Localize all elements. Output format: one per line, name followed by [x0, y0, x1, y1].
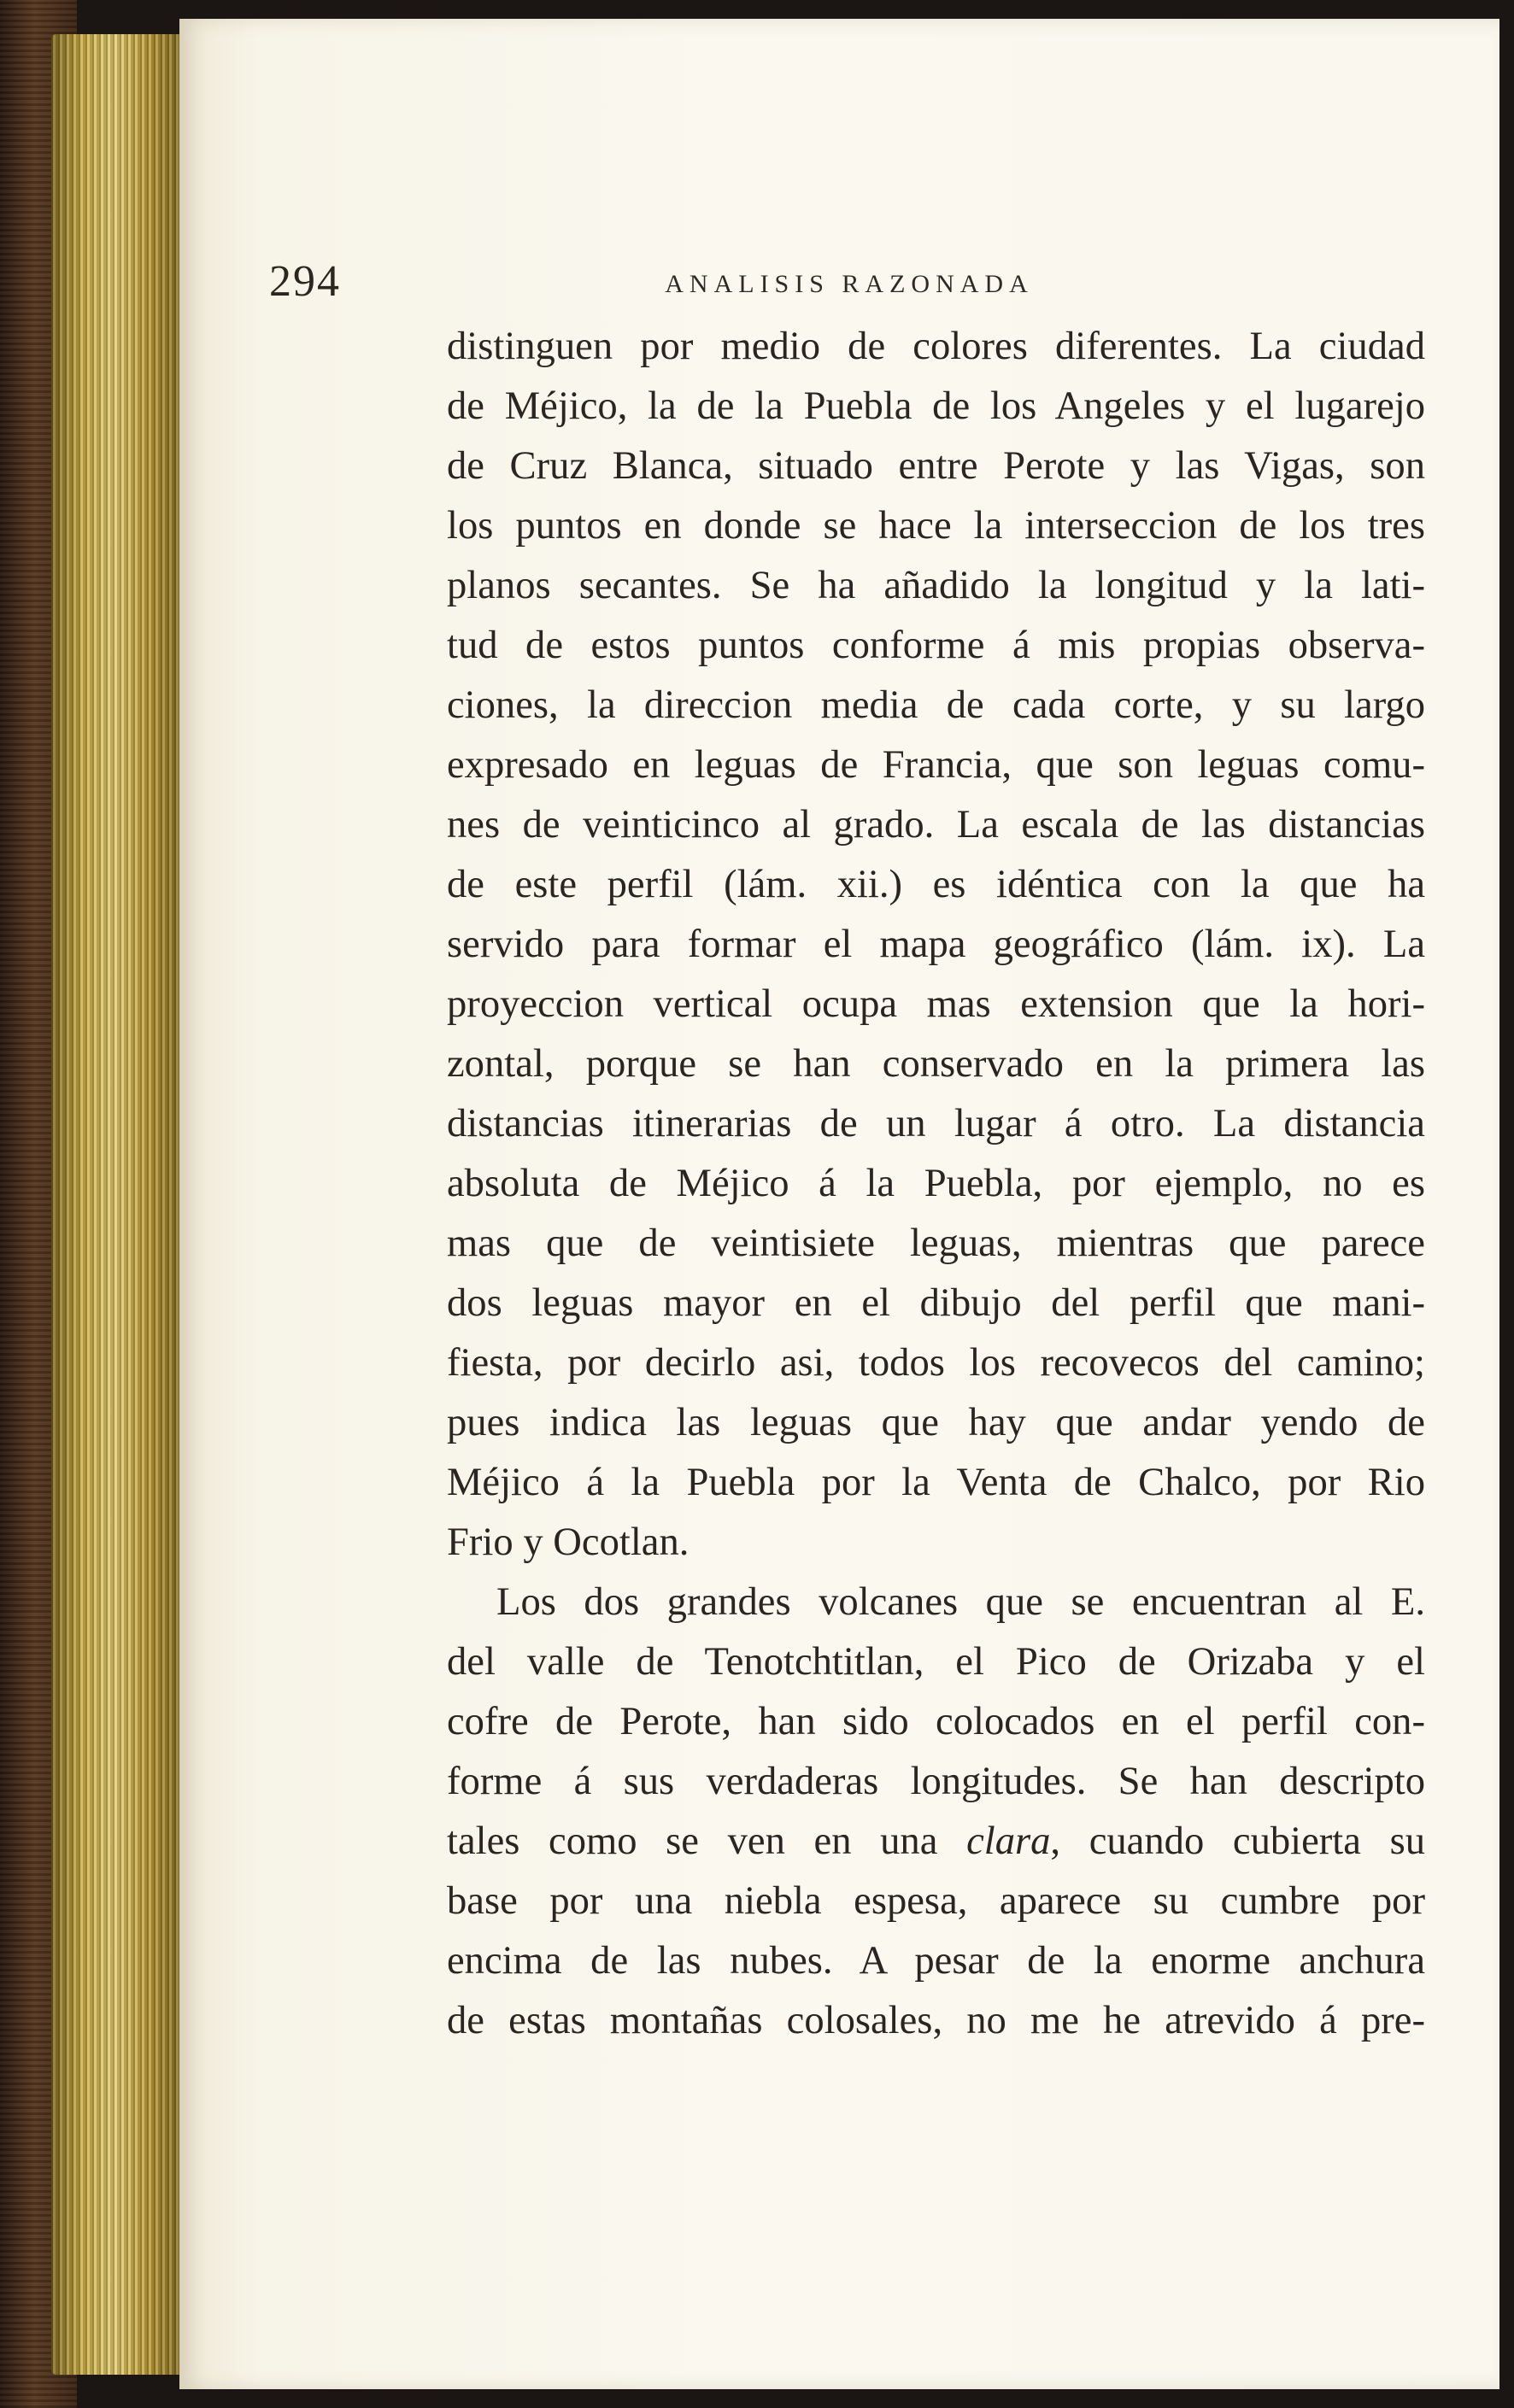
text-line: forme á sus verdaderas longitudes. Se han descripto	[447, 1759, 1425, 1803]
text-segment: , cuando cubierta su	[1050, 1819, 1425, 1863]
page-number: 294	[269, 257, 341, 306]
text-line: dos leguas mayor en el dibujo del perfil que mani-	[447, 1280, 1425, 1325]
text-line: absoluta de Méjico á la Puebla, por ejemplo, no es	[447, 1161, 1425, 1205]
text-line: fiesta, por decirlo asi, todos los recovecos del camino;	[447, 1340, 1425, 1385]
text-line: distancias itinerarias de un lugar á otro. La distancia	[447, 1101, 1425, 1145]
body-text	[447, 316, 1425, 2050]
text-line: de este perfil (lám. xii.) es idéntica con la que ha	[447, 862, 1425, 906]
gilt-page-edges	[51, 34, 179, 2375]
text-line: mas que de veintisiete leguas, mientras que parece	[447, 1221, 1425, 1265]
text-line: de estas montañas colosales, no me he atrevido á pre-	[447, 1998, 1425, 2042]
text-line: del valle de Tenotchtitlan, el Pico de Orizaba y el	[447, 1639, 1425, 1684]
text-line: planos secantes. Se ha añadido la longitud y la lati-	[447, 563, 1425, 607]
text-line: encima de las nubes. A pesar de la enorme anchura	[447, 1938, 1425, 1983]
text-line: distinguen por medio de colores diferentes. La ciudad	[447, 324, 1425, 368]
italic-word: clara	[966, 1819, 1051, 1863]
text-segment: tales como se ven en una	[447, 1819, 938, 1863]
text-line: pues indica las leguas que hay que andar yendo de	[447, 1400, 1425, 1444]
text-line: base por una niebla espesa, aparece su cumbre por	[447, 1878, 1425, 1923]
page-header	[269, 256, 1429, 316]
text-line-paragraph-start: Los dos grandes volcanes que se encuentran al E.	[496, 1579, 1425, 1624]
text-line: cofre de Perote, han sido colocados en el perfil con-	[447, 1699, 1425, 1743]
text-line-paragraph-end: Frio y Ocotlan.	[447, 1520, 690, 1564]
text-line: proyeccion vertical ocupa mas extension que la hori-	[447, 981, 1425, 1026]
text-line: zontal, porque se han conservado en la primera las	[447, 1041, 1425, 1086]
text-line: de Cruz Blanca, situado entre Perote y las Vigas, son	[447, 443, 1425, 488]
text-line: de Méjico, la de la Puebla de los Angeles y el lugarejo	[447, 384, 1425, 428]
text-line: ciones, la direccion media de cada corte, y su largo	[447, 683, 1425, 727]
text-line: los puntos en donde se hace la interseccion de los tres	[447, 503, 1425, 548]
running-head: ANALISIS RAZONADA	[665, 270, 1034, 298]
text-line: tud de estos puntos conforme á mis propias observa-	[447, 623, 1425, 667]
text-line-with-italic	[447, 1811, 1425, 1871]
text-line: servido para formar el mapa geográfico (lám. ix). La	[447, 922, 1425, 966]
text-line: nes de veinticinco al grado. La escala de las distancias	[447, 802, 1425, 847]
text-line: expresado en leguas de Francia, que son leguas comu-	[447, 742, 1425, 787]
text-line: Méjico á la Puebla por la Venta de Chalco, por Rio	[447, 1460, 1425, 1504]
